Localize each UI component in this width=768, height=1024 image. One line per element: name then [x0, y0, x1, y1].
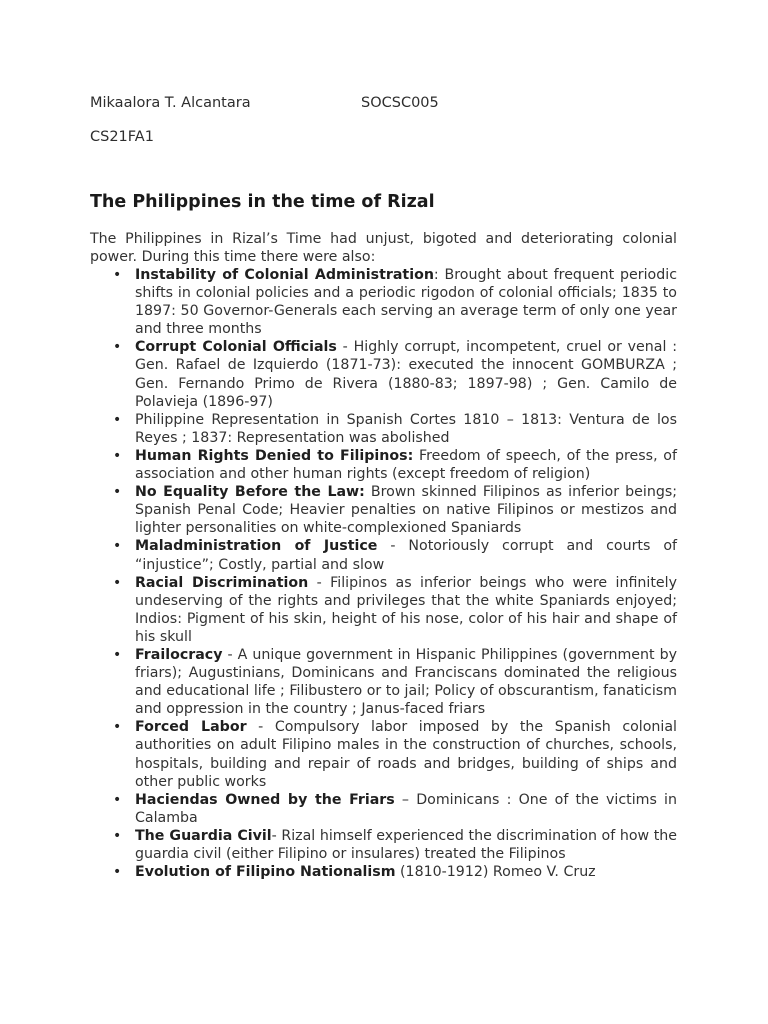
- intro-paragraph: The Philippines in Rizal’s Time had unjust, bigoted and deteriorating colonial power. During this time there were also:: [90, 231, 677, 266]
- bullet-text: - Compulsory labor imposed by the Spanish colonial authorities on adult Filipino males in the construction of churches, schools, hospitals, building and repair of roads and bridges, building of ships and other public works: [135, 719, 677, 790]
- bullet-item: [90, 447, 677, 483]
- author-name: Mikaalora T. Alcantara: [90, 95, 251, 111]
- bullet-term: Maladministration of Justice: [135, 538, 378, 555]
- bullet-item: [90, 791, 677, 827]
- bullet-dot-icon: •: [113, 791, 122, 808]
- bullet-text: - Notoriously corrupt and courts of “injustice”; Costly, partial and slow: [135, 538, 677, 573]
- course-code: SOCSC005: [361, 95, 439, 111]
- bullet-dot-icon: •: [113, 864, 122, 881]
- bullet-term: No Equality Before the Law:: [135, 484, 365, 501]
- bullet-term: Frailocracy: [135, 646, 223, 663]
- bullet-text: – Dominicans : One of the victims in Calamba: [135, 791, 677, 826]
- bullet-dot-icon: •: [113, 538, 122, 555]
- bullet-dot-icon: •: [113, 827, 122, 844]
- bullet-term: Racial Discrimination: [135, 574, 309, 591]
- bullet-item: [90, 646, 677, 718]
- bullet-item: [90, 338, 677, 410]
- author-course-line: [90, 94, 439, 112]
- bullet-dot-icon: •: [113, 719, 122, 736]
- bullet-text: - A unique government in Hispanic Philippines (government by friars); Augustinians, Dominicans and Franciscans dominated the religious and educational life ; Filibustero or to jail; Policy of obscurantism, fanaticism and oppression in the country ; Janus-faced friars: [135, 646, 677, 718]
- bullet-term: Forced Labor: [135, 719, 247, 736]
- bullet-dot-icon: •: [113, 574, 122, 591]
- bullet-item: [90, 863, 677, 881]
- bullet-text: Philippine Representation in Spanish Cortes 1810 – 1813: Ventura de los Reyes ; 1837: Representation was abolished: [135, 411, 677, 446]
- bullet-text: Brown skinned Filipinos as inferior beings; Spanish Penal Code; Heavier penalties on native Filipinos or mestizos and lighter personalities on white-complexioned Spaniards: [135, 484, 677, 537]
- bullet-dot-icon: •: [113, 411, 122, 428]
- bullet-text: : Brought about frequent periodic shifts in colonial policies and a periodic rigodon of colonial officials; 1835 to 1897: 50 Governor-Generals each serving an average term of only one year and three months: [135, 267, 677, 338]
- section-code: CS21FA1: [90, 129, 154, 145]
- bullet-dot-icon: •: [113, 447, 122, 464]
- bullet-dot-icon: •: [113, 646, 122, 663]
- bullet-text: - Highly corrupt, incompetent, cruel or venal : Gen. Rafael de Izquierdo (1871-73): executed the innocent GOMBURZA ; Gen. Fernando Primo de Rivera (1880-83; 1897-98) ; Gen. Camilo de Polavieja (1896-97): [135, 339, 678, 410]
- bullet-dot-icon: •: [113, 339, 122, 356]
- bullet-term: Corrupt Colonial Officials: [135, 339, 337, 356]
- bullet-item: [90, 411, 677, 447]
- bullet-item: [90, 718, 677, 790]
- bullet-item: [90, 827, 677, 863]
- bullet-text: - Filipinos as inferior beings who were infinitely undeserving of the rights and privileges that the white Spaniards enjoyed; Indios: Pigment of his skin, height of his nose, color of his hair and shape of his skull: [135, 574, 677, 645]
- bullet-item: [90, 537, 677, 573]
- bullet-term: Haciendas Owned by the Friars: [135, 791, 395, 808]
- bullet-list: [90, 266, 677, 881]
- bullet-term: The Guardia Civil: [135, 827, 272, 844]
- bullet-term: Instability of Colonial Administration: [135, 267, 434, 283]
- bullet-term: Human Rights Denied to Filipinos:: [135, 447, 414, 464]
- bullet-text: Freedom of speech, of the press, of association and other human rights (except freedom of religion): [135, 447, 677, 483]
- bullet-dot-icon: •: [113, 267, 122, 283]
- bullet-item: [90, 266, 677, 338]
- bullet-text: - Rizal himself experienced the discrimination of how the guardia civil (either Filipino or insulares) treated the Filipinos: [135, 827, 678, 862]
- bullet-item: [90, 574, 677, 646]
- bullet-text: (1810-1912) Romeo V. Cruz: [395, 864, 596, 881]
- bullet-term: Evolution of Filipino Nationalism: [135, 864, 396, 881]
- document-title: The Philippines in the time of Rizal: [90, 192, 435, 212]
- bullet-item: [90, 483, 677, 537]
- bullet-dot-icon: •: [113, 484, 122, 501]
